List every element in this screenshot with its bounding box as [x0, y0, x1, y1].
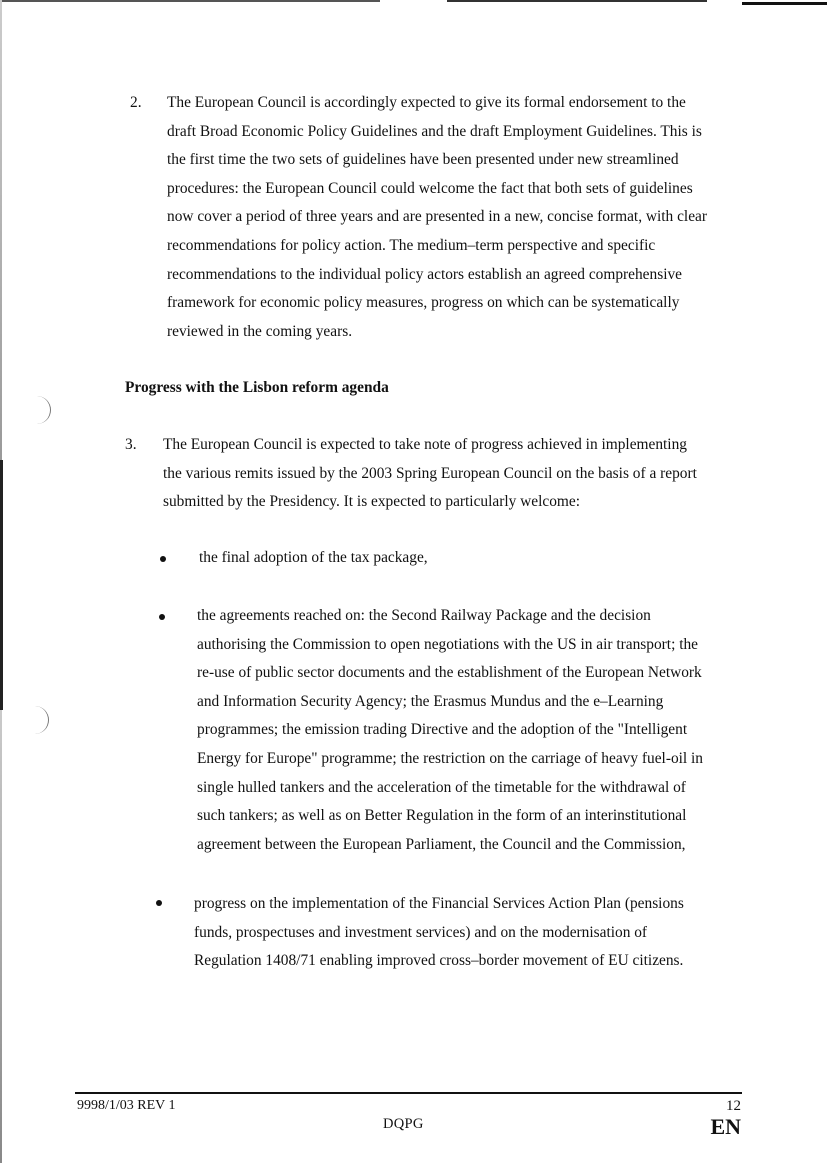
paragraph-line: The European Council is expected to take note of progress achieved in implementing [163, 436, 687, 453]
footer-divider [75, 1092, 742, 1094]
bullet-line: such tankers; as well as on Better Regulation in the form of an interinstitutional [197, 807, 687, 825]
bullet-line: programmes; the emission trading Directive and the adoption of the "Intelligent [197, 721, 688, 739]
bullet-item [194, 890, 764, 976]
paragraph-line: the first time the two sets of guidelines have been presented under new streamlined [167, 151, 679, 169]
scan-edge-top-left [0, 0, 380, 2]
paragraph-number: 3. [125, 436, 137, 453]
punch-hole-mark [36, 396, 51, 424]
bullet-line: Energy for Europe" programme; the restriction on the carriage of heavy fuel-oil in [197, 749, 704, 767]
bullet-line: the agreements reached on: the Second Railway Package and the decision [197, 607, 651, 624]
paragraph-3 [163, 431, 763, 517]
bullet-item [199, 544, 769, 573]
bullet-line: single hulled tankers and the acceleration of the timetable for the withdrawal of [197, 778, 686, 796]
paragraph-line: submitted by the Presidency. It is expected to particularly welcome: [163, 493, 580, 511]
document-reference: 9998/1/03 REV 1 [77, 1098, 176, 1113]
bullet-line: authorising the Commission to open negotiations with the US in air transport; the [197, 635, 698, 653]
bullet-line: funds, prospectuses and investment services) and on the modernisation of [194, 923, 648, 941]
paragraph-line: The European Council is accordingly expected to give its formal endorsement to the [167, 94, 686, 111]
paragraph-number: 2. [130, 94, 142, 111]
bullet-line: progress on the implementation of the Financial Services Action Plan (pensions [194, 895, 684, 912]
department-code: DQPG [383, 1116, 424, 1132]
paragraph-line: framework for economic policy measures, progress on which can be systematically [167, 294, 680, 312]
punch-hole-mark [34, 706, 49, 734]
paragraph-2 [167, 89, 767, 346]
bullet-line: the final adoption of the tax package, [199, 549, 428, 566]
paragraph-line: recommendations to the individual policy actors establish an agreed comprehensive [167, 265, 683, 283]
page-number: 12 [726, 1098, 741, 1114]
scan-edge-left-dark [0, 460, 3, 710]
bullet-icon [156, 900, 162, 906]
section-heading: Progress with the Lisbon reform agenda [125, 379, 389, 396]
bullet-item [197, 602, 767, 859]
bullet-icon [159, 614, 165, 620]
bullet-line: and Information Security Agency; the Erasmus Mundus and the e–Learning [197, 692, 664, 710]
paragraph-line: the various remits issued by the 2003 Spring European Council on the basis of a report [163, 464, 697, 482]
paragraph-line: draft Broad Economic Policy Guidelines and the draft Employment Guidelines. This is [167, 122, 702, 140]
paragraph-line: procedures: the European Council could welcome the fact that both sets of guidelines [167, 179, 693, 197]
bullet-icon [160, 556, 166, 562]
language-code: EN [710, 1114, 741, 1139]
paragraph-line: reviewed in the coming years. [167, 322, 353, 340]
bullet-line: agreement between the European Parliament, the Council and the Commission, [197, 835, 686, 853]
scan-edge-top-right [447, 0, 707, 2]
paragraph-line: now cover a period of three years and are presented in a new, concise format, with clear [167, 208, 707, 226]
bullet-line: re-use of public sector documents and the establishment of the European Network [197, 664, 702, 682]
paragraph-line: recommendations for policy action. The medium–term perspective and specific [167, 236, 656, 254]
scan-edge-top-far [742, 2, 827, 5]
bullet-line: Regulation 1408/71 enabling improved cross–border movement of EU citizens. [194, 952, 684, 970]
